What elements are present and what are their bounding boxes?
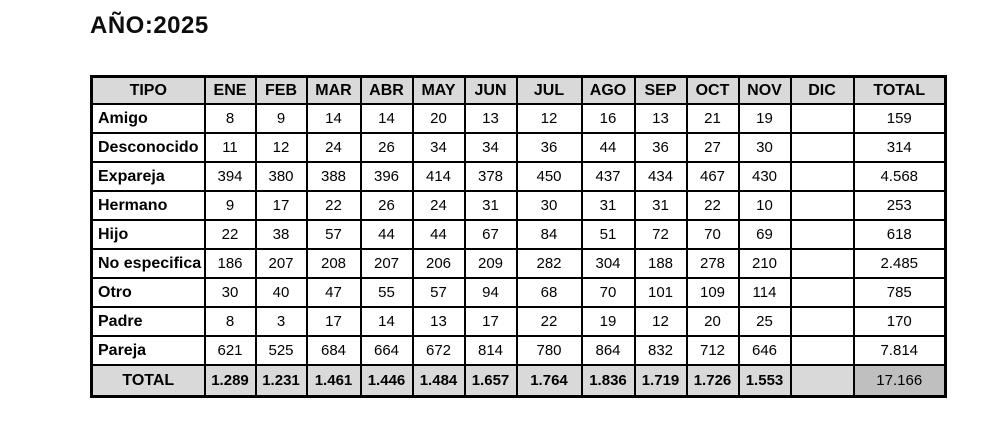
value-cell bbox=[791, 191, 854, 220]
row-label: Hijo bbox=[92, 220, 205, 249]
column-header-ene: ENE bbox=[205, 77, 256, 105]
value-cell: 467 bbox=[687, 162, 739, 191]
value-cell: 14 bbox=[307, 104, 361, 133]
total-value-cell: 1.484 bbox=[413, 365, 465, 397]
value-cell: 44 bbox=[361, 220, 413, 249]
value-cell: 22 bbox=[687, 191, 739, 220]
value-cell: 9 bbox=[256, 104, 307, 133]
value-cell: 14 bbox=[361, 104, 413, 133]
value-cell bbox=[791, 336, 854, 365]
value-cell: 8 bbox=[205, 104, 256, 133]
value-cell: 31 bbox=[635, 191, 687, 220]
value-cell: 19 bbox=[582, 307, 635, 336]
value-cell: 278 bbox=[687, 249, 739, 278]
row-label: Desconocido bbox=[92, 133, 205, 162]
total-value-cell bbox=[791, 365, 854, 397]
row-label: Expareja bbox=[92, 162, 205, 191]
value-cell: 40 bbox=[256, 278, 307, 307]
value-cell: 22 bbox=[205, 220, 256, 249]
value-cell bbox=[791, 133, 854, 162]
row-total-cell: 2.485 bbox=[854, 249, 946, 278]
value-cell: 186 bbox=[205, 249, 256, 278]
value-cell: 36 bbox=[517, 133, 582, 162]
row-label: Padre bbox=[92, 307, 205, 336]
value-cell: 207 bbox=[256, 249, 307, 278]
table-row bbox=[92, 307, 946, 336]
total-value-cell: 1.231 bbox=[256, 365, 307, 397]
column-header-mar: MAR bbox=[307, 77, 361, 105]
value-cell: 24 bbox=[413, 191, 465, 220]
value-cell: 282 bbox=[517, 249, 582, 278]
value-cell: 414 bbox=[413, 162, 465, 191]
total-row bbox=[92, 365, 946, 397]
value-cell bbox=[791, 278, 854, 307]
row-label: Otro bbox=[92, 278, 205, 307]
value-cell: 22 bbox=[517, 307, 582, 336]
value-cell: 388 bbox=[307, 162, 361, 191]
value-cell: 25 bbox=[739, 307, 791, 336]
value-cell: 684 bbox=[307, 336, 361, 365]
value-cell: 17 bbox=[256, 191, 307, 220]
table-row bbox=[92, 133, 946, 162]
total-value-cell: 1.719 bbox=[635, 365, 687, 397]
data-table bbox=[90, 75, 947, 398]
value-cell: 304 bbox=[582, 249, 635, 278]
value-cell: 437 bbox=[582, 162, 635, 191]
row-total-cell: 7.814 bbox=[854, 336, 946, 365]
total-value-cell: 1.764 bbox=[517, 365, 582, 397]
value-cell: 12 bbox=[517, 104, 582, 133]
value-cell: 72 bbox=[635, 220, 687, 249]
value-cell: 19 bbox=[739, 104, 791, 133]
column-header-sep: SEP bbox=[635, 77, 687, 105]
row-label: Amigo bbox=[92, 104, 205, 133]
value-cell: 38 bbox=[256, 220, 307, 249]
value-cell: 206 bbox=[413, 249, 465, 278]
value-cell: 450 bbox=[517, 162, 582, 191]
table-row bbox=[92, 104, 946, 133]
total-value-cell: 1.553 bbox=[739, 365, 791, 397]
column-header-total: TOTAL bbox=[854, 77, 946, 105]
total-value-cell: 1.446 bbox=[361, 365, 413, 397]
value-cell: 396 bbox=[361, 162, 413, 191]
table-row bbox=[92, 191, 946, 220]
table-row bbox=[92, 278, 946, 307]
header-row bbox=[92, 77, 946, 105]
total-value-cell: 1.726 bbox=[687, 365, 739, 397]
row-total-cell: 4.568 bbox=[854, 162, 946, 191]
value-cell: 21 bbox=[687, 104, 739, 133]
value-cell: 44 bbox=[582, 133, 635, 162]
value-cell: 210 bbox=[739, 249, 791, 278]
value-cell: 13 bbox=[635, 104, 687, 133]
value-cell: 12 bbox=[256, 133, 307, 162]
value-cell: 44 bbox=[413, 220, 465, 249]
value-cell: 378 bbox=[465, 162, 517, 191]
row-total-cell: 785 bbox=[854, 278, 946, 307]
value-cell: 31 bbox=[582, 191, 635, 220]
value-cell: 30 bbox=[517, 191, 582, 220]
value-cell: 70 bbox=[687, 220, 739, 249]
total-value-cell: 1.836 bbox=[582, 365, 635, 397]
row-label: Pareja bbox=[92, 336, 205, 365]
value-cell: 12 bbox=[635, 307, 687, 336]
row-total-cell: 170 bbox=[854, 307, 946, 336]
value-cell: 20 bbox=[413, 104, 465, 133]
table-row bbox=[92, 162, 946, 191]
value-cell: 188 bbox=[635, 249, 687, 278]
value-cell bbox=[791, 307, 854, 336]
column-header-abr: ABR bbox=[361, 77, 413, 105]
value-cell: 10 bbox=[739, 191, 791, 220]
table-row bbox=[92, 249, 946, 278]
value-cell: 34 bbox=[413, 133, 465, 162]
total-value-cell: 1.657 bbox=[465, 365, 517, 397]
value-cell: 434 bbox=[635, 162, 687, 191]
row-label: Hermano bbox=[92, 191, 205, 220]
value-cell: 380 bbox=[256, 162, 307, 191]
value-cell: 207 bbox=[361, 249, 413, 278]
value-cell: 47 bbox=[307, 278, 361, 307]
row-label: No especifica bbox=[92, 249, 205, 278]
column-header-jun: JUN bbox=[465, 77, 517, 105]
value-cell: 30 bbox=[205, 278, 256, 307]
total-row-label: TOTAL bbox=[92, 365, 205, 397]
value-cell: 712 bbox=[687, 336, 739, 365]
column-header-oct: OCT bbox=[687, 77, 739, 105]
value-cell: 16 bbox=[582, 104, 635, 133]
value-cell: 3 bbox=[256, 307, 307, 336]
page-title: AÑO:2025 bbox=[90, 12, 209, 39]
column-header-tipo: TIPO bbox=[92, 77, 205, 105]
value-cell: 22 bbox=[307, 191, 361, 220]
column-header-dic: DIC bbox=[791, 77, 854, 105]
value-cell: 664 bbox=[361, 336, 413, 365]
value-cell bbox=[791, 220, 854, 249]
value-cell: 67 bbox=[465, 220, 517, 249]
value-cell bbox=[791, 162, 854, 191]
value-cell: 9 bbox=[205, 191, 256, 220]
value-cell: 13 bbox=[413, 307, 465, 336]
row-total-cell: 314 bbox=[854, 133, 946, 162]
value-cell: 57 bbox=[307, 220, 361, 249]
value-cell: 27 bbox=[687, 133, 739, 162]
value-cell: 525 bbox=[256, 336, 307, 365]
value-cell: 26 bbox=[361, 133, 413, 162]
table-body bbox=[92, 104, 946, 397]
value-cell: 36 bbox=[635, 133, 687, 162]
value-cell bbox=[791, 249, 854, 278]
row-total-cell: 618 bbox=[854, 220, 946, 249]
total-value-cell: 1.289 bbox=[205, 365, 256, 397]
value-cell: 20 bbox=[687, 307, 739, 336]
value-cell: 621 bbox=[205, 336, 256, 365]
grand-total-cell: 17.166 bbox=[854, 365, 946, 397]
value-cell: 94 bbox=[465, 278, 517, 307]
value-cell: 17 bbox=[465, 307, 517, 336]
value-cell: 34 bbox=[465, 133, 517, 162]
value-cell: 8 bbox=[205, 307, 256, 336]
value-cell: 51 bbox=[582, 220, 635, 249]
value-cell: 646 bbox=[739, 336, 791, 365]
value-cell bbox=[791, 104, 854, 133]
table-row bbox=[92, 220, 946, 249]
value-cell: 84 bbox=[517, 220, 582, 249]
value-cell: 55 bbox=[361, 278, 413, 307]
value-cell: 109 bbox=[687, 278, 739, 307]
column-header-jul: JUL bbox=[517, 77, 582, 105]
value-cell: 832 bbox=[635, 336, 687, 365]
value-cell: 209 bbox=[465, 249, 517, 278]
value-cell: 14 bbox=[361, 307, 413, 336]
total-value-cell: 1.461 bbox=[307, 365, 361, 397]
column-header-may: MAY bbox=[413, 77, 465, 105]
value-cell: 814 bbox=[465, 336, 517, 365]
value-cell: 30 bbox=[739, 133, 791, 162]
value-cell: 26 bbox=[361, 191, 413, 220]
value-cell: 31 bbox=[465, 191, 517, 220]
value-cell: 69 bbox=[739, 220, 791, 249]
column-header-ago: AGO bbox=[582, 77, 635, 105]
value-cell: 114 bbox=[739, 278, 791, 307]
value-cell: 430 bbox=[739, 162, 791, 191]
value-cell: 208 bbox=[307, 249, 361, 278]
value-cell: 864 bbox=[582, 336, 635, 365]
value-cell: 57 bbox=[413, 278, 465, 307]
value-cell: 70 bbox=[582, 278, 635, 307]
row-total-cell: 253 bbox=[854, 191, 946, 220]
column-header-nov: NOV bbox=[739, 77, 791, 105]
value-cell: 13 bbox=[465, 104, 517, 133]
table-row bbox=[92, 336, 946, 365]
value-cell: 11 bbox=[205, 133, 256, 162]
value-cell: 101 bbox=[635, 278, 687, 307]
value-cell: 780 bbox=[517, 336, 582, 365]
value-cell: 24 bbox=[307, 133, 361, 162]
column-header-feb: FEB bbox=[256, 77, 307, 105]
value-cell: 672 bbox=[413, 336, 465, 365]
value-cell: 68 bbox=[517, 278, 582, 307]
value-cell: 394 bbox=[205, 162, 256, 191]
value-cell: 17 bbox=[307, 307, 361, 336]
row-total-cell: 159 bbox=[854, 104, 946, 133]
